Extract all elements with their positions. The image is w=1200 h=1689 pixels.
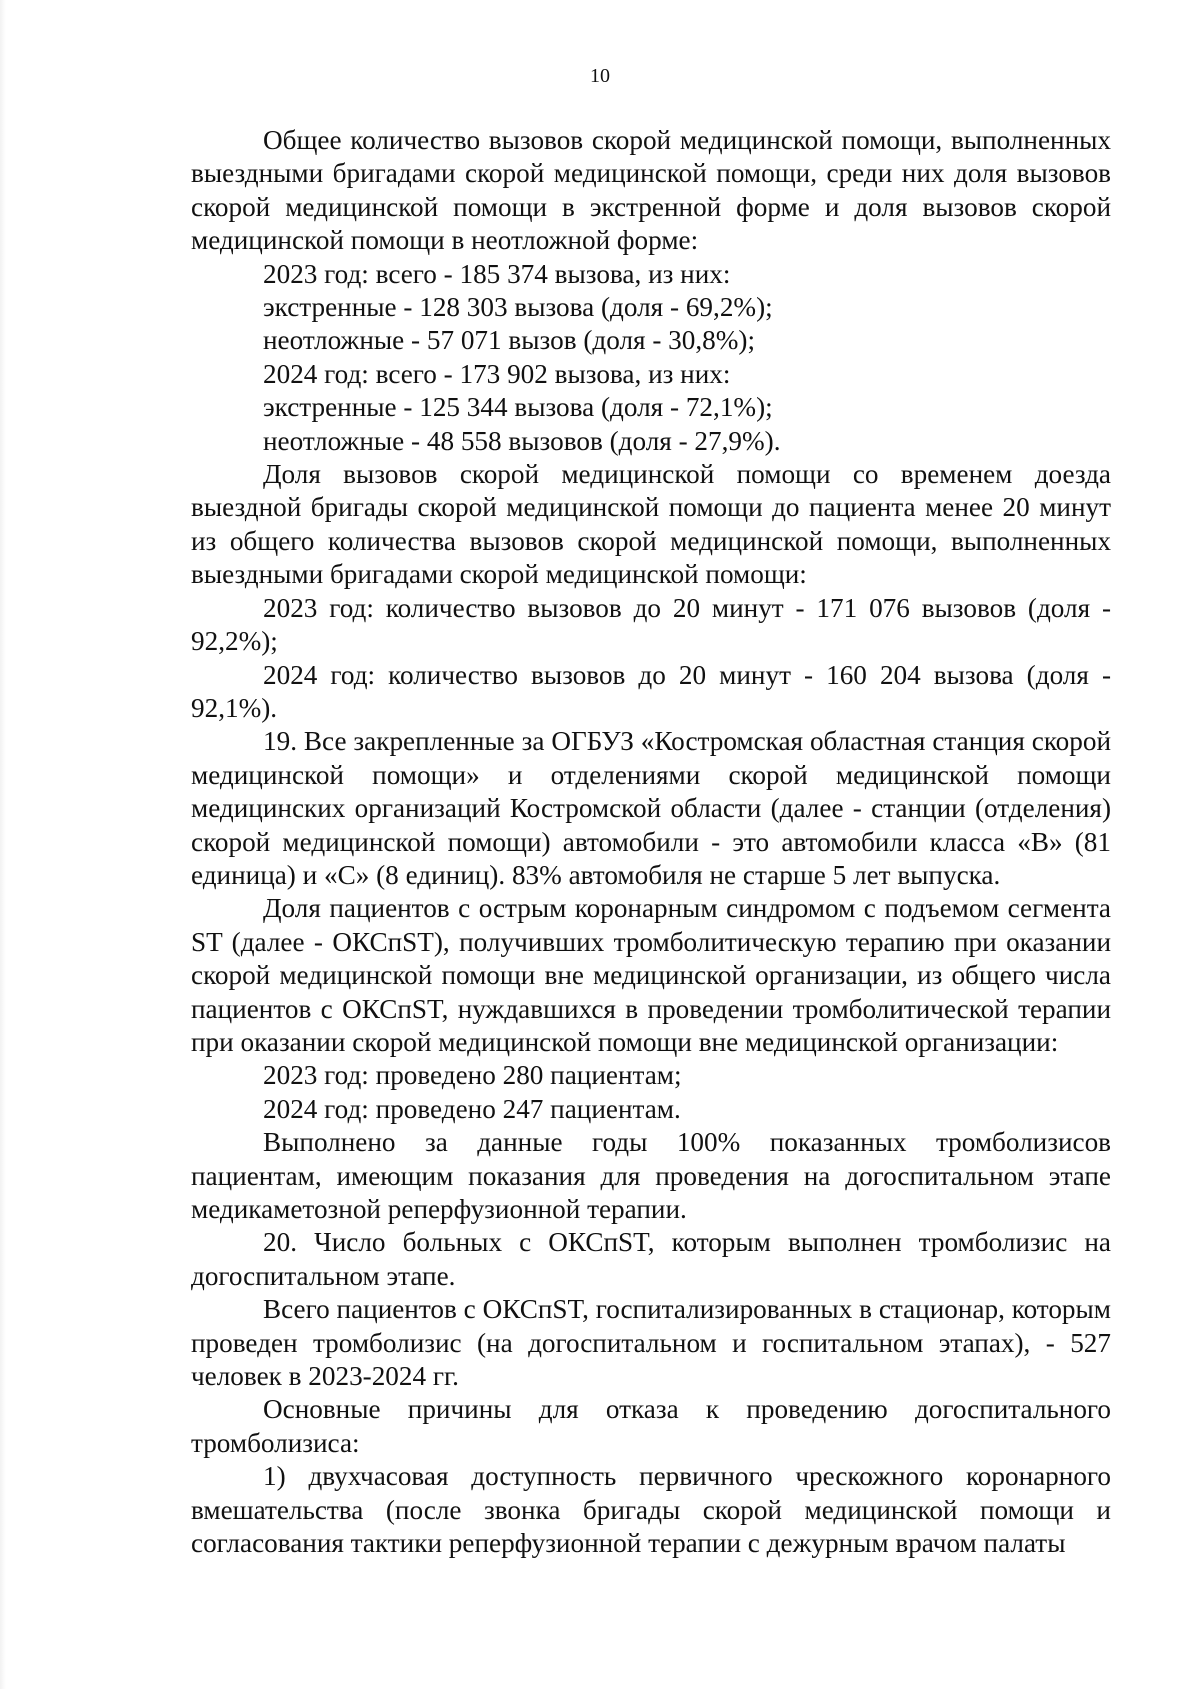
- paragraph-arrival-time-intro: Доля вызовов скорой медицинской помощи со временем доезда выездной бригады скорой медицинской помощи до пациента менее 20 минут из общего количества вызовов скорой медицинской помощи, выполненных выездными бригадами скорой медицинской помощи:: [191, 459, 1111, 590]
- paragraph-reason-1: 1) двухчасовая доступность первичного чрескожного коронарного вмешательства (после звонка бригады скорой медицинской помощи и согласования тактики реперфузионной терапии с дежурным врачом палаты: [191, 1461, 1111, 1559]
- paragraph-thrombolysis-completed: Выполнено за данные годы 100% показанных тромболизисов пациентам, имеющим показания для проведения на догоспитальном этапе медикаметозной реперфузионной терапии.: [191, 1127, 1111, 1224]
- paragraph-total-calls-intro: Общее количество вызовов скорой медицинской помощи, выполненных выездными бригадами скорой медицинской помощи, среди них доля вызовов скорой медицинской помощи в экстренной форме и доля вызовов скорой медицинской помощи в неотложной форме:: [191, 125, 1111, 256]
- document-body: [191, 124, 1111, 1560]
- paragraph-2024-urgent: неотложные - 48 558 вызовов (доля - 27,9%).: [263, 425, 781, 456]
- paragraph-item-19-vehicles: 19. Все закрепленные за ОГБУЗ «Костромская областная станция скорой медицинской помощи» и отделениями скорой медицинской помощи медицинских организаций Костромской области (далее - станции (отделения) скорой медицинской помощи) автомобили - это автомобили класса «В» (81 единица) и «С» (8 единиц). 83% автомобиля не старше 5 лет выпуска.: [191, 726, 1111, 890]
- paragraph-2023-thrombolysis: 2023 год: проведено 280 пациентам;: [263, 1060, 682, 1091]
- paragraph-2023-total: 2023 год: всего - 185 374 вызова, из них:: [263, 258, 731, 289]
- paragraph-thrombolysis-intro: Доля пациентов с острым коронарным синдромом с подъемом сегмента ST (далее - ОКСпST), получивших тромболитическую терапию при оказании скорой медицинской помощи вне медицинской организации, из общего числа пациентов с ОКСпST, нуждавшихся в проведении тромболитической терапии при оказании скорой медицинской помощи вне медицинской организации:: [191, 893, 1111, 1057]
- paragraph-2024-total: 2024 год: всего - 173 902 вызова, из них:: [263, 358, 731, 389]
- paragraph-2023-emergency: экстренные - 128 303 вызова (доля - 69,2%);: [263, 292, 773, 323]
- paragraph-2024-emergency: экстренные - 125 344 вызова (доля - 72,1%);: [263, 392, 773, 423]
- paragraph-hospitalized-total: Всего пациентов с ОКСпST, госпитализированных в стационар, которым проведен тромболизис (на догоспитальном и госпитальном этапах), - 527 человек в 2023-2024 гг.: [191, 1294, 1111, 1392]
- page-number: 10: [590, 65, 610, 87]
- paragraph-2024-arrival: 2024 год: количество вызовов до 20 минут - 160 204 вызова (доля - 92,1%).: [191, 659, 1111, 723]
- scan-edge: [0, 0, 6, 1689]
- paragraph-2024-thrombolysis: 2024 год: проведено 247 пациентам.: [263, 1093, 681, 1124]
- paragraph-item-20: 20. Число больных с ОКСпST, которым выполнен тромболизис на догоспитальном этапе.: [191, 1227, 1111, 1291]
- paragraph-2023-arrival: 2023 год: количество вызовов до 20 минут - 171 076 вызовов (доля - 92,2%);: [191, 592, 1111, 657]
- paragraph-2023-urgent: неотложные - 57 071 вызов (доля - 30,8%);: [263, 325, 756, 356]
- paragraph-refusal-reasons: Основные причины для отказа к проведению догоспитального тромболизиса:: [191, 1394, 1111, 1458]
